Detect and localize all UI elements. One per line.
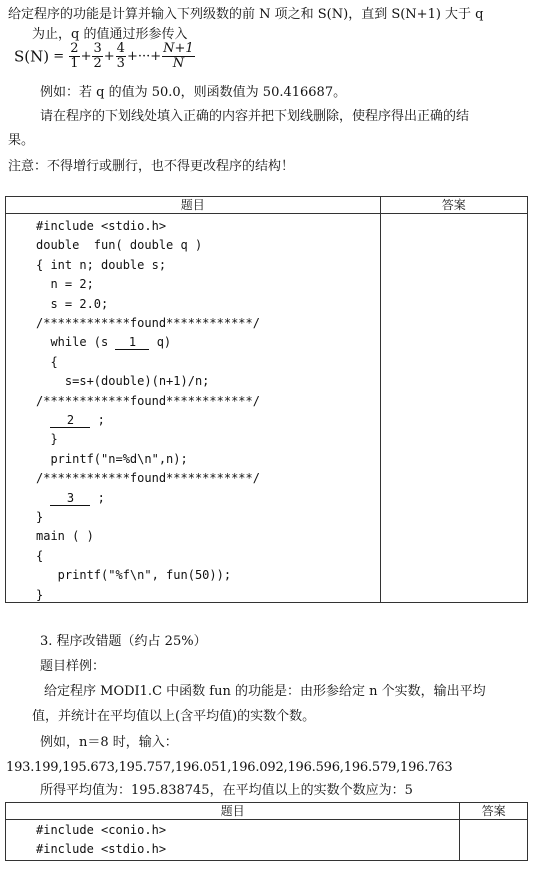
header-question-2: 题目: [6, 803, 460, 820]
header-answer: 答案: [380, 197, 527, 214]
code-line: #include <conio.h>: [36, 823, 167, 837]
formula-lhs: S(N): [14, 47, 50, 66]
section-3-desc-1: 给定程序 MODI1.C 中函数 fun 的功能是：由形参给定 n 个实数，输出平均: [44, 684, 486, 699]
code-line: main ( ): [36, 529, 94, 544]
code-line: #include <stdio.h>: [36, 219, 167, 233]
formula-term-3: $\frac{4}{3}$: [116, 41, 125, 71]
question-table-1: [5, 196, 528, 603]
example-values: 193.199,195.673,195.757,196.051,196.092,196.596,196.579,196.763: [6, 760, 453, 775]
code-line: { int n; double s;: [36, 257, 167, 272]
answer-cell[interactable]: [380, 214, 527, 603]
fill-blank-1[interactable]: 1: [115, 336, 149, 350]
code-line: {: [36, 548, 44, 563]
fill-blank-3[interactable]: 3: [50, 492, 90, 506]
fill-blank-2[interactable]: 2: [50, 414, 90, 428]
instruction-line-1: 请在程序的下划线处填入正确的内容并把下划线删除，使程序得出正确的结: [40, 109, 470, 124]
code-line: while (s 1 q): [36, 335, 172, 350]
code-line: printf("n=%d\n",n);: [36, 451, 188, 466]
code-line: 3 ;: [36, 490, 105, 506]
code-line: }: [36, 510, 44, 524]
intro-line-1: 给定程序的功能是计算并输入下列级数的前 N 项之和 S(N)，直到 S(N+1) 大于 q: [8, 7, 484, 22]
note-text: 注意：不得增行或删行，也不得更改程序的结构！: [8, 159, 295, 174]
code-line: }: [36, 587, 44, 602]
example-intro: 例如，n＝8 时，输入：: [40, 735, 178, 750]
header-question: 题目: [6, 197, 381, 214]
code-cell: [6, 214, 381, 603]
code-line: n = 2;: [36, 277, 94, 292]
answer-cell-2[interactable]: [460, 820, 528, 861]
formula-last-term: $\frac{N+1}{N}$: [163, 41, 194, 71]
code-cell-2: [6, 820, 460, 861]
code-line: printf("%f\n", fun(50));: [36, 568, 232, 583]
sample-label: 题目样例：: [40, 659, 106, 674]
formula-ellipsis: +···+: [126, 49, 162, 64]
example-result: 所得平均值为：195.838745，在平均值以上的实数个数应为：5: [40, 783, 413, 798]
code-line: /************found************/: [36, 316, 260, 330]
code-line: {: [36, 354, 58, 369]
code-line: 2 ;: [36, 412, 105, 428]
code-line: #include <stdio.h>: [36, 842, 167, 856]
section-3-desc-2: 值，并统计在平均值以上(含平均值)的实数个数。: [32, 709, 316, 724]
instruction-line-2: 果。: [8, 133, 35, 148]
code-line: double fun( double q ): [36, 238, 203, 253]
formula-eq: =: [53, 49, 65, 64]
example-text: 例如：若 q 的值为 50.0，则函数值为 50.416687。: [40, 85, 347, 100]
code-line: /************found************/: [36, 471, 260, 486]
code-line: s = 2.0;: [36, 296, 109, 311]
section-3-title: 3. 程序改错题（约占 25%）: [40, 634, 207, 649]
formula-term-2: $\frac{3}{2}$: [93, 41, 102, 71]
code-line: s=s+(double)(n+1)/n;: [36, 374, 210, 389]
series-formula: S(N) = $\frac{2}{1}$ + $\frac{3}{2}$ + $\frac{4}{3}$ +···+ $\frac{N+1}{N}$: [14, 41, 194, 71]
question-table-2: [5, 802, 528, 861]
formula-term-1: $\frac{2}{1}$: [70, 41, 79, 71]
header-answer-2: 答案: [460, 803, 528, 820]
code-line: }: [36, 432, 58, 447]
code-line: /************found************/: [36, 393, 260, 408]
intro-line-2: 为止，q 的值通过形参传入: [32, 27, 188, 42]
